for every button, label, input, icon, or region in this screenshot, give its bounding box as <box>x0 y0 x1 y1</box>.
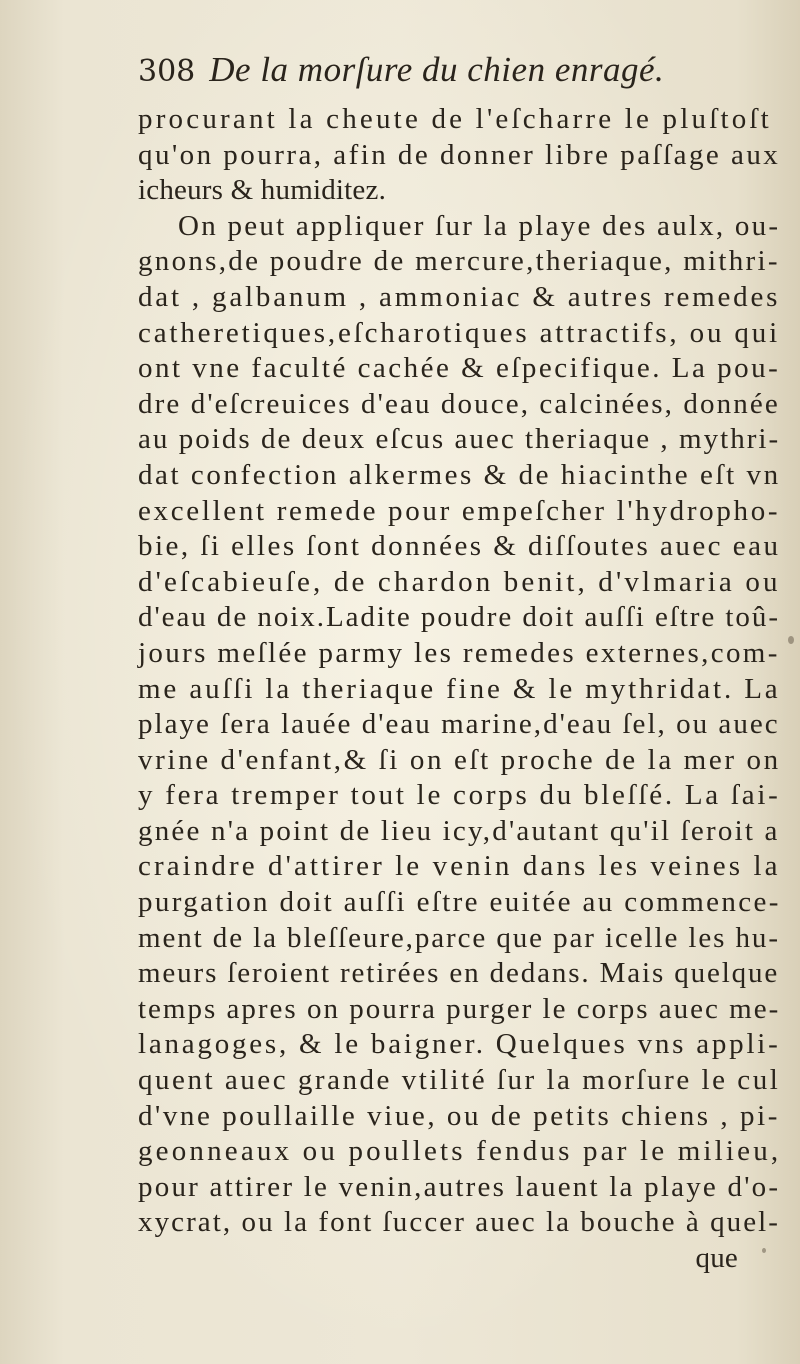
text-line: pour attirer le venin,autres lauent la playe d'o- <box>138 1170 781 1203</box>
catchword: que <box>695 1242 738 1274</box>
text-line: vrine d'enfant,& ſi on eſt proche de la mer on <box>138 743 781 776</box>
running-title: De la morſure du chien enragé. <box>209 50 665 89</box>
text-line: d'eau de noix.Ladite poudre doit auſſi eſtre toû- <box>138 601 780 634</box>
text-line: excellent remede pour empeſcher l'hydropho- <box>138 494 781 527</box>
text-line: meurs ſeroient retirées en dedans. Mais quelque <box>138 957 780 990</box>
text-line: geonneaux ou poullets fendus par le milieu, <box>138 1135 782 1168</box>
text-line: qu'on pourra, afin de donner libre paſſage aux <box>138 138 781 171</box>
text-line: y fera tremper tout le corps du bleſſé. La ſai- <box>138 779 781 812</box>
text-line: dre d'eſcreuices d'eau douce, calcinées, donnée <box>138 387 780 420</box>
text-line: lanagoges, & le baigner. Quelques vns appli- <box>138 1028 781 1061</box>
text-line: craindre d'attirer le venin dans les veines la <box>138 850 781 883</box>
text-line: bie, ſi elles ſont données & diſſoutes auec eau <box>138 530 781 563</box>
text-line: ment de la bleſſeure,parce que par icelle les hu- <box>138 921 780 954</box>
text-line: d'eſcabieuſe, de chardon benit, d'vlmaria ou <box>138 565 781 598</box>
text-line: me auſſi la theriaque fine & le mythridat. La <box>138 672 781 705</box>
text-line: purgation doit auſſi eſtre euitée au commence- <box>138 886 781 919</box>
text-line: quent auec grande vtilité ſur la morſure le cul <box>138 1064 781 1097</box>
text-line: au poids de deux eſcus auec theriaque , mythri- <box>138 423 781 456</box>
body-text <box>138 102 798 1277</box>
text-line: On peut appliquer ſur la playe des aulx, ou- <box>178 209 781 242</box>
text-line: dat , galbanum , ammoniac & autres remedes <box>138 280 781 313</box>
text-line: catheretiques,eſcharotiques attractifs, ou qui <box>138 316 780 349</box>
page-number: 308 <box>138 54 196 89</box>
page-header <box>138 42 698 98</box>
text-line: playe ſera lauée d'eau marine,d'eau ſel, ou auec <box>138 708 780 741</box>
text-line: jours meſlée parmy les remedes externes,com- <box>138 636 780 669</box>
text-line: d'vne poullaille viue, ou de petits chiens , pi- <box>138 1099 780 1132</box>
text-line: gnée n'a point de lieu icy,d'autant qu'il ſeroit a <box>138 814 780 847</box>
text-line: xycrat, ou la font ſuccer auec la bouche à quel- <box>138 1206 781 1239</box>
text-line: dat confection alkermes & de hiacinthe eſt vn <box>138 458 781 491</box>
text-line: icheurs & humiditez. <box>138 174 387 207</box>
text-line: gnons,de poudre de mercure,theriaque, mithri- <box>138 245 780 278</box>
ink-speck <box>788 636 794 644</box>
text-line: ont vne faculté cachée & eſpecifique. La pou- <box>138 352 781 385</box>
text-line: temps apres on pourra purger le corps auec me- <box>138 992 781 1025</box>
text-line: procurant la cheute de l'eſcharre le pluſtoſt <box>138 103 772 135</box>
ink-speck <box>762 1248 766 1253</box>
